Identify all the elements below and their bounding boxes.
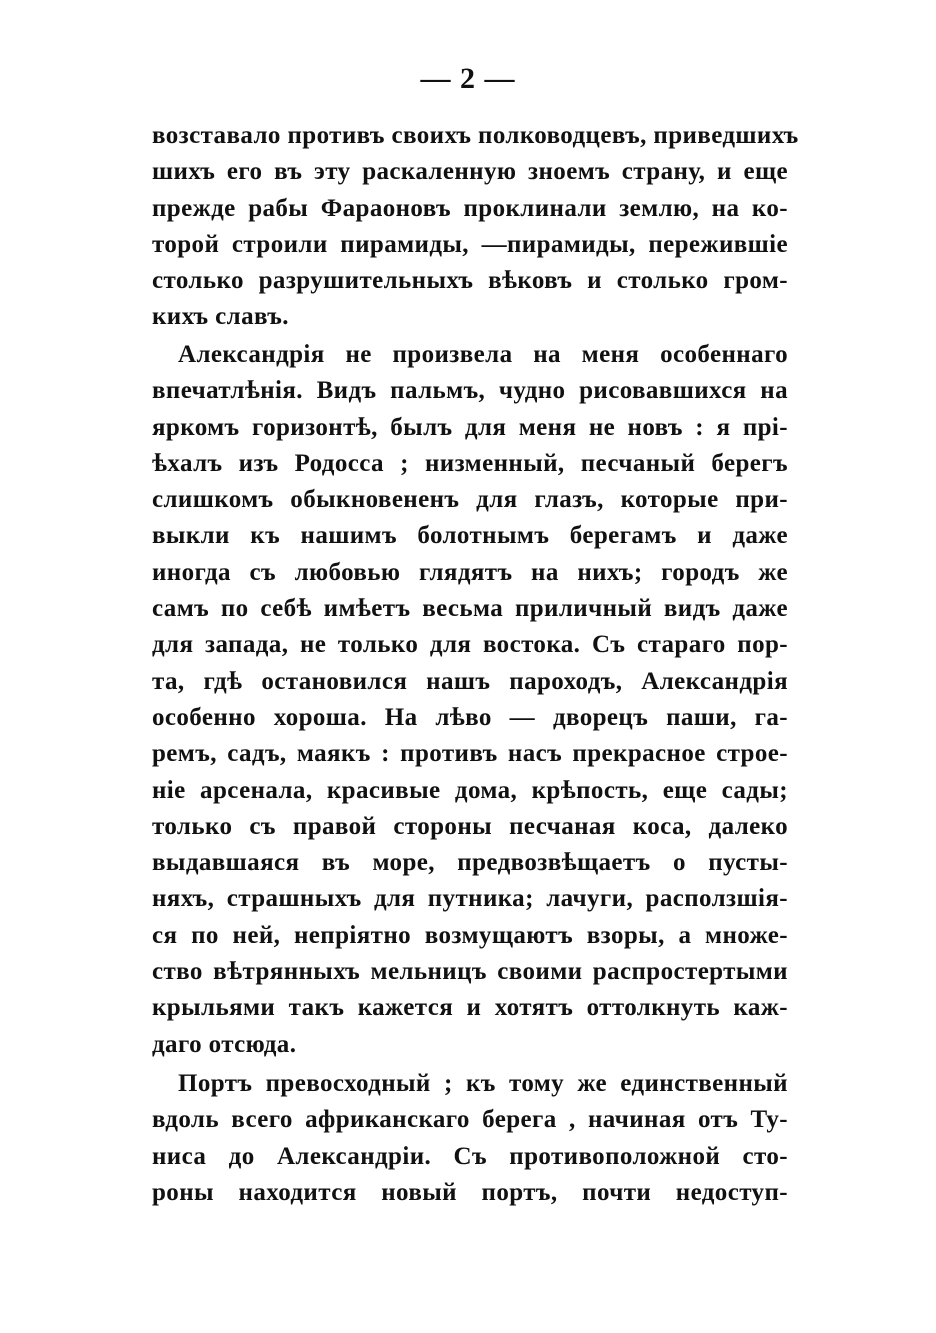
text-line: Александрія не произвела на меня особеннаго	[178, 341, 788, 368]
text-line: прежде рабы Фараоновъ проклинали землю, на ко-	[152, 194, 788, 222]
text-line: особенно хороша. На лѣво — дворецъ паши, га-	[152, 703, 788, 731]
text-line: кихъ славъ.	[152, 303, 289, 331]
page-number: — 2 —	[420, 62, 516, 95]
text-line: только съ правой стороны песчаная коса, далеко	[152, 812, 788, 840]
text-line: шихъ его въ эту раскаленную зноемъ страну, и еще	[152, 158, 788, 186]
text-line: Портъ превосходный ; къ тому же единственный	[178, 1070, 788, 1097]
paragraph-2	[152, 337, 788, 1063]
text-line: яркомъ горизонтѣ, былъ для меня не новъ : я прі-	[152, 413, 788, 441]
text-line: ниса до Александріи. Съ противоположной сто-	[152, 1142, 788, 1170]
text-line: самъ по себѣ имѣетъ весьма приличный видъ даже	[152, 595, 788, 623]
paragraph-1	[152, 118, 799, 336]
text-line: возставало противъ своихъ полководцевъ, приведшихъ	[152, 122, 799, 149]
text-line: ніе арсенала, красивые дома, крѣпость, еще сады;	[152, 776, 788, 804]
text-line: ство вѣтрянныхъ мельницъ своими распростертыми	[152, 958, 788, 986]
text-line: ся по ней, непріятно возмущаютъ взоры, а множе-	[152, 921, 788, 949]
text-line: иногда съ любовью глядятъ на нихъ; городъ же	[152, 558, 788, 586]
text-line: выкли къ нашимъ болотнымъ берегамъ и даже	[152, 522, 788, 550]
text-line: роны находится новый портъ, почти недоступ-	[152, 1178, 788, 1206]
text-line: торой строили пирамиды, —пирамиды, пережившіе	[152, 230, 788, 258]
text-line: столько разрушительныхъ вѣковъ и столько гром-	[152, 267, 788, 295]
text-line: вдоль всего африканскаго берега , начиная отъ Ту-	[152, 1106, 788, 1134]
text-line: для запада, не только для востока. Съ стараго пор-	[152, 631, 788, 659]
text-line: выдавшаяся въ море, предвозвѣщаетъ о пусты-	[152, 849, 788, 877]
text-line: та, гдѣ остановился нашъ пароходъ, Александрія	[152, 667, 788, 695]
paragraph-3	[152, 1066, 788, 1211]
text-line: впечатлѣнія. Видъ пальмъ, чудно рисовавшихся на	[152, 377, 788, 405]
text-line: даго отсюда.	[152, 1030, 297, 1058]
text-line: слишкомъ обыкновененъ для глазъ, которые при-	[152, 486, 788, 514]
text-line: крыльями такъ кажется и хотятъ оттолкнуть каж-	[152, 994, 788, 1022]
text-line: няхъ, страшныхъ для путника; лачуги, расползшія-	[152, 885, 788, 913]
text-line: ѣхалъ изъ Родосса ; низменный, песчаный берегъ	[152, 449, 788, 477]
text-line: ремъ, садъ, маякъ : противъ насъ прекрасное строе-	[152, 740, 788, 768]
